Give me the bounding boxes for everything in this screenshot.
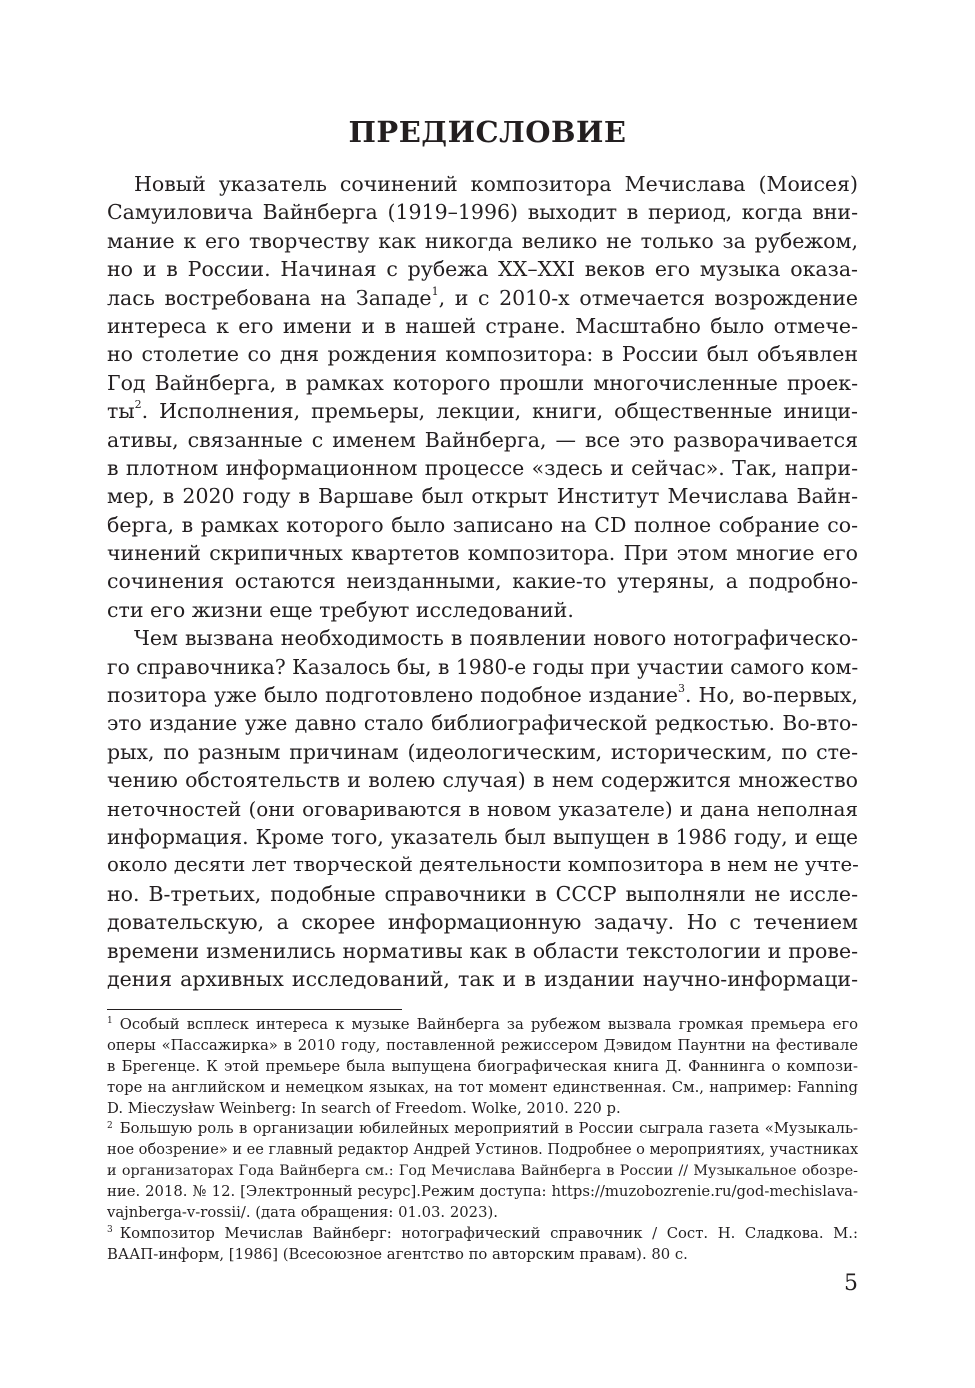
text-line: неточностей (они оговариваются в новом указателе) и дана неполная <box>107 796 858 821</box>
text-line: Год Вайнберга, в рамках которого прошли многочисленные проек- <box>107 370 858 395</box>
footnote-line: ное обозрение» и ее главный редактор Андрей Устинов. Подробнее о мероприятиях, участниках <box>107 1141 859 1159</box>
footnote-line: оперы «Пассажирка» в 2010 году, поставленной режиссером Дэвидом Паунтни на фестивале <box>107 1036 858 1054</box>
text-line: в плотном информационном процессе «здесь и сейчас». Так, напри- <box>107 455 858 480</box>
text-line: сочинения остаются неизданными, какие-то утеряны, а подробно- <box>107 569 858 594</box>
footnote <box>107 1224 858 1266</box>
text-line: мание к его творчеству как никогда велико не только за рубежом, <box>107 228 858 253</box>
footnote <box>107 1015 858 1119</box>
footnote-mark: 1 <box>107 1016 113 1027</box>
text-segment: Композитор Мечислав Вайнберг: нотографический справочник / Сост. Н. Сладкова. М.: <box>119 1224 858 1242</box>
text-segment: позитора уже было подготовлено подобное издание <box>107 683 678 708</box>
footnote <box>107 1119 858 1223</box>
text-line: но столетие со дня рождения композитора: в России был объявлен <box>107 342 858 367</box>
footnote-divider <box>107 1009 402 1010</box>
text-line: го справочника? Казалось бы, в 1980-е годы при участии самого ком- <box>107 654 859 679</box>
footnote-ref[interactable]: 2 <box>134 398 142 412</box>
footnote-mark: 3 <box>107 1224 113 1235</box>
paragraph <box>107 624 858 993</box>
text-line: времени изменились нормативы как в области текстологии и прове- <box>107 938 858 963</box>
text-segment: Большую роль в организации юбилейных мероприятий в России сыграла газета «Музыкаль- <box>119 1120 858 1138</box>
text-segment: ты <box>107 399 135 424</box>
text-line: рых, по разным причинам (идеологическим, историческим, по сте- <box>107 739 858 764</box>
footnote-ref[interactable]: 1 <box>431 284 439 298</box>
text-line <box>107 681 858 709</box>
footnote-ref[interactable]: 3 <box>677 682 685 696</box>
text-line: информация. Кроме того, указатель был выпущен в 1986 году, и еще <box>107 824 858 849</box>
main-text <box>107 170 858 993</box>
text-line: берга, в рамках которого было записано на CD полное собрание со- <box>107 512 858 537</box>
text-line: Самуиловича Вайнберга (1919–1996) выходит в период, когда вни- <box>107 200 858 225</box>
paragraph <box>107 170 858 624</box>
text-line <box>107 397 858 425</box>
text-line: ативы, связанные с именем Вайнберга, — все это разворачивается <box>107 427 858 452</box>
text-line <box>107 284 858 312</box>
text-line: около десяти лет творческой деятельности композитора в нем не учте- <box>107 853 859 877</box>
text-line: интереса к его имени и в нашей стране. Масштабно было отмече- <box>107 313 858 338</box>
text-line: дения архивных исследований, так и в издании научно-информаци- <box>107 966 858 991</box>
text-segment: лась востребована на Западе <box>107 285 432 310</box>
footnote-line <box>107 1119 858 1140</box>
text-line: Чем вызвана необходимость в появлении нового нотографическо- <box>134 626 858 651</box>
footnote-line: ВААП-информ, [1986] (Всесоюзное агентство по авторским правам). 80 с. <box>107 1245 688 1263</box>
text-line: но. В-третьих, подобные справочники в СССР выполняли не иссле- <box>107 881 858 906</box>
footnote-line: D. Mieczysław Weinberg: In search of Freedom. Wolke, 2010. 220 p. <box>107 1099 621 1117</box>
footnote-line: в Брегенце. К этой премьере была выпущена биографическая книга Д. Фаннинга о компози- <box>107 1057 858 1075</box>
footnote-line: ние. 2018. № 12. [Электронный ресурс].Режим доступа: https://muzobozrenie.ru/god-mechislava- <box>107 1183 858 1201</box>
text-line: чинений скрипичных квартетов композитора. При этом многие его <box>107 541 858 566</box>
text-line: Новый указатель сочинений композитора Мечислава (Моисея) <box>134 172 858 196</box>
footnote-line: торе на английском и немецком языках, на тот момент единственная. См., например: Fanning <box>107 1078 858 1096</box>
text-line: чению обстоятельств и волею случая) в нем содержится множество <box>107 768 858 793</box>
text-segment: , и с 2010-х отмечается возрождение <box>438 285 858 310</box>
footnotes <box>107 1015 858 1266</box>
text-segment: . Но, во-первых, <box>684 683 858 708</box>
text-line: это издание уже давно стало библиографической редкостью. Во-вто- <box>107 711 858 736</box>
footnote-mark: 2 <box>107 1120 113 1131</box>
footnote-line <box>107 1015 858 1036</box>
text-line: мер, в 2020 году в Варшаве был открыт Институт Мечислава Вайн- <box>107 484 858 509</box>
text-line: но и в России. Начиная с рубежа XX–XXI веков его музыка оказа- <box>107 257 858 282</box>
text-line: довательскую, а скорее информационную задачу. Но с течением <box>107 910 858 935</box>
page-title: ПРЕДИСЛОВИЕ <box>348 115 627 149</box>
page-number: 5 <box>844 1271 858 1296</box>
footnote-line: и организаторах Года Вайнберга см.: Год Мечислава Вайнберга в России // Музыкальное обозре- <box>107 1163 858 1180</box>
footnote-line: vajnberga-v-rossii/. (дата обращения: 01.03. 2023). <box>107 1204 498 1222</box>
footnote-line <box>107 1224 858 1245</box>
text-segment: . Исполнения, премьеры, лекции, книги, общественные иници- <box>141 399 858 424</box>
text-line: сти его жизни еще требуют исследований. <box>107 597 574 622</box>
text-segment: Особый всплеск интереса к музыке Вайнберга за рубежом вызвала громкая премьера его <box>119 1016 858 1033</box>
